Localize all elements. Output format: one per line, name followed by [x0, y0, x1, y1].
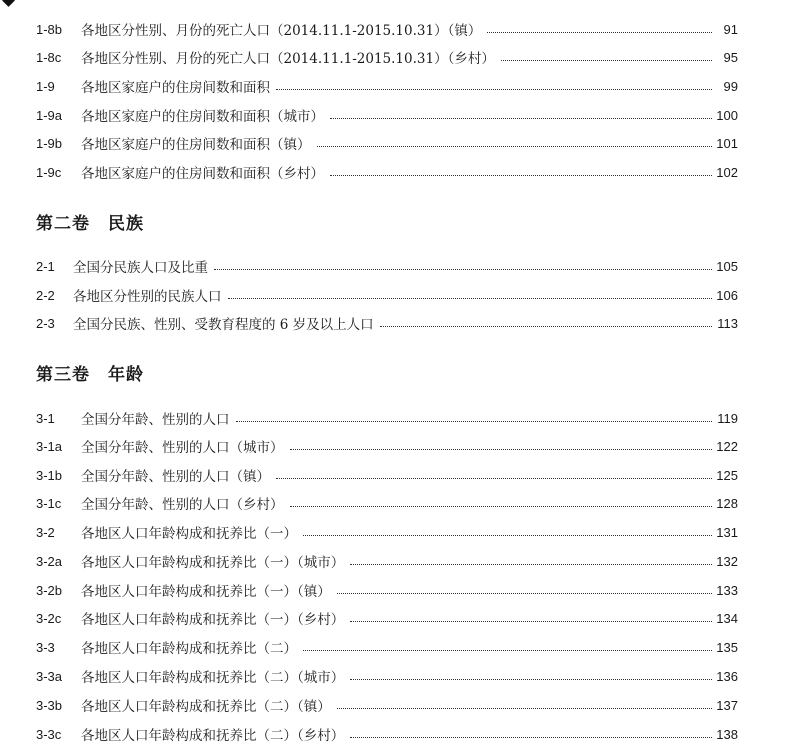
- entry-number: 3-2: [36, 524, 55, 540]
- toc-entry[interactable]: [36, 493, 738, 513]
- toc-entry[interactable]: [36, 608, 738, 628]
- dot-leader: [350, 737, 712, 738]
- toc-entry[interactable]: [36, 695, 738, 715]
- entry-number: 3-2b: [36, 582, 63, 598]
- entry-number: 3-3b: [36, 697, 63, 713]
- entry-title: 各地区分性别、月份的死亡人口（2014.11.1-2015.10.31）（乡村）: [81, 51, 495, 67]
- entry-page: 133: [716, 582, 738, 598]
- entry-number: 1-9c: [36, 164, 62, 180]
- dot-leader: [330, 175, 712, 176]
- entry-page: 99: [723, 78, 738, 94]
- entry-page: 91: [723, 21, 738, 37]
- corner-mark: [2, 0, 15, 7]
- entry-page: 113: [717, 315, 738, 331]
- dot-leader: [276, 89, 712, 90]
- entry-title: 各地区家庭户的住房间数和面积（镇）: [81, 137, 311, 153]
- entry-number: 1-9b: [36, 135, 63, 151]
- entry-number: 3-3: [36, 639, 55, 655]
- dot-leader: [276, 478, 712, 479]
- entry-title: 各地区分性别的民族人口: [73, 289, 222, 305]
- entry-page: 132: [716, 553, 738, 569]
- entry-title: 各地区人口年龄构成和抚养比（二）（城市）: [81, 670, 345, 686]
- dot-leader: [337, 593, 712, 594]
- entry-number: 2-3: [36, 315, 55, 331]
- toc-entry[interactable]: [36, 162, 738, 182]
- dot-leader: [337, 708, 712, 709]
- entry-page: 106: [716, 287, 738, 303]
- entry-number: 3-3c: [36, 726, 62, 742]
- entry-page: 105: [716, 258, 738, 274]
- entry-number: 1-9: [36, 78, 55, 94]
- entry-page: 100: [716, 107, 738, 123]
- entry-page: 95: [723, 49, 738, 65]
- dot-leader: [228, 298, 713, 299]
- dot-leader: [303, 650, 712, 651]
- entry-title: 全国分民族人口及比重: [73, 260, 208, 276]
- entry-page: 136: [716, 668, 738, 684]
- toc-entry[interactable]: [36, 76, 738, 96]
- entry-title: 各地区人口年龄构成和抚养比（一）（镇）: [81, 584, 331, 600]
- entry-page: 131: [716, 524, 738, 540]
- dot-leader: [290, 449, 713, 450]
- entry-title: 各地区家庭户的住房间数和面积（乡村）: [81, 166, 324, 182]
- entry-title: 各地区人口年龄构成和抚养比（一）: [81, 526, 297, 542]
- entry-number: 3-2a: [36, 553, 63, 569]
- section-heading-age: 第三卷 年龄: [36, 365, 144, 385]
- entry-page: 128: [716, 495, 738, 511]
- toc-entry[interactable]: [36, 436, 738, 456]
- entry-title: 各地区人口年龄构成和抚养比（二）: [81, 641, 297, 657]
- entry-page: 138: [716, 726, 738, 742]
- entry-title: 各地区分性别、月份的死亡人口（2014.11.1-2015.10.31）（镇）: [81, 23, 482, 39]
- toc-entry[interactable]: [36, 724, 738, 744]
- entry-title: 全国分年龄、性别的人口（镇）: [81, 469, 270, 485]
- entry-title: 各地区家庭户的住房间数和面积: [81, 80, 270, 96]
- entry-title: 全国分民族、性别、受教育程度的 6 岁及以上人口: [73, 317, 374, 333]
- entry-page: 122: [716, 438, 738, 454]
- toc-entry[interactable]: [36, 285, 738, 305]
- toc-entry[interactable]: [36, 666, 738, 686]
- entry-title: 全国分年龄、性别的人口（城市）: [81, 440, 284, 456]
- toc-entry[interactable]: [36, 551, 738, 571]
- entry-title: 各地区人口年龄构成和抚养比（一）（城市）: [81, 555, 345, 571]
- toc-entry[interactable]: [36, 19, 738, 39]
- entry-number: 3-1a: [36, 438, 63, 454]
- entry-title: 各地区人口年龄构成和抚养比（一）（乡村）: [81, 612, 345, 628]
- dot-leader: [303, 535, 712, 536]
- dot-leader: [487, 32, 712, 33]
- toc-entry[interactable]: [36, 313, 738, 333]
- toc-entry[interactable]: [36, 105, 738, 125]
- entry-number: 3-1b: [36, 467, 63, 483]
- dot-leader: [236, 421, 713, 422]
- entry-title: 各地区人口年龄构成和抚养比（二）（乡村）: [81, 728, 345, 744]
- dot-leader: [330, 118, 712, 119]
- dot-leader: [350, 564, 712, 565]
- toc-entry[interactable]: [36, 408, 738, 428]
- entry-page: 102: [716, 164, 738, 180]
- toc-entry[interactable]: [36, 522, 738, 542]
- entry-number: 2-1: [36, 258, 55, 274]
- dot-leader: [317, 146, 713, 147]
- entry-page: 134: [716, 610, 738, 626]
- dot-leader: [290, 506, 713, 507]
- entry-number: 1-8b: [36, 21, 63, 37]
- toc-entry[interactable]: [36, 47, 738, 67]
- dot-leader: [350, 679, 712, 680]
- entry-page: 137: [716, 697, 738, 713]
- entry-number: 3-3a: [36, 668, 63, 684]
- toc-entry[interactable]: [36, 256, 738, 276]
- entry-number: 3-2c: [36, 610, 62, 626]
- toc-entry[interactable]: [36, 465, 738, 485]
- entry-number: 2-2: [36, 287, 55, 303]
- dot-leader: [501, 60, 712, 61]
- entry-number: 1-8c: [36, 49, 62, 65]
- entry-number: 3-1c: [36, 495, 62, 511]
- entry-title: 全国分年龄、性别的人口: [81, 412, 230, 428]
- toc-entry[interactable]: [36, 637, 738, 657]
- dot-leader: [214, 269, 712, 270]
- entry-page: 125: [716, 467, 738, 483]
- entry-number: 1-9a: [36, 107, 63, 123]
- entry-title: 各地区人口年龄构成和抚养比（二）（镇）: [81, 699, 331, 715]
- entry-page: 135: [716, 639, 738, 655]
- dot-leader: [380, 326, 712, 327]
- toc-entry[interactable]: [36, 580, 738, 600]
- toc-entry[interactable]: [36, 133, 738, 153]
- entry-page: 119: [717, 410, 738, 426]
- entry-page: 101: [716, 135, 738, 151]
- entry-number: 3-1: [36, 410, 55, 426]
- entry-title: 全国分年龄、性别的人口（乡村）: [81, 497, 284, 513]
- dot-leader: [350, 621, 712, 622]
- section-heading-ethnicity: 第二卷 民族: [36, 214, 144, 234]
- entry-title: 各地区家庭户的住房间数和面积（城市）: [81, 109, 324, 125]
